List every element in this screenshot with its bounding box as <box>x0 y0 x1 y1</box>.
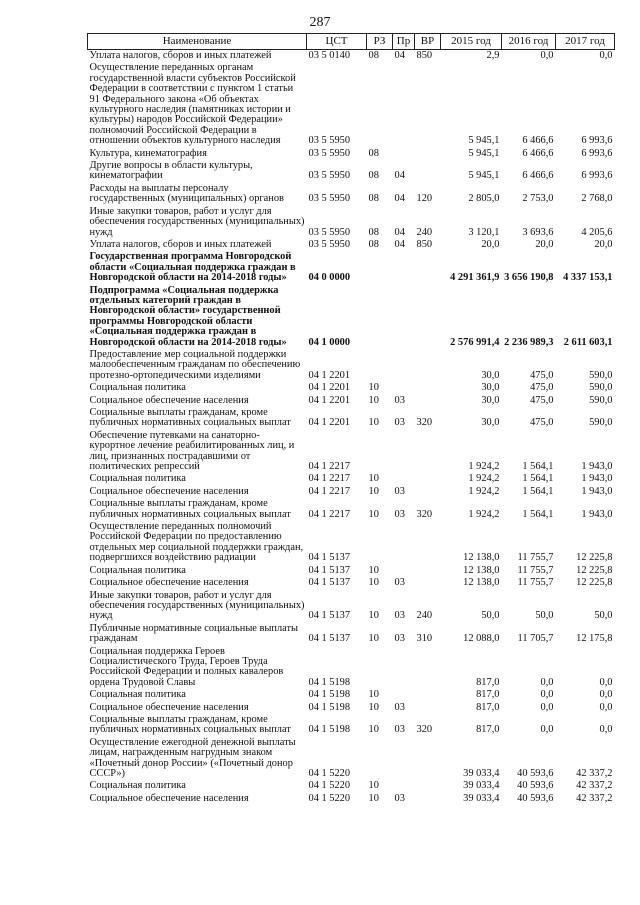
row-pr: 03 <box>394 792 405 804</box>
row-rz: 10 <box>368 564 379 576</box>
table-row <box>88 646 615 690</box>
row-vr <box>415 285 441 349</box>
row-cst: 04 1 5198 <box>308 724 351 736</box>
header-rz: РЗ <box>367 34 393 50</box>
row-vr: 120 <box>416 193 433 205</box>
row-cst: 03 5 5950 <box>308 135 351 147</box>
row-2015: 817,0 <box>476 724 500 736</box>
row-2015: 12 138,0 <box>463 552 500 564</box>
header-2015: 2015 год <box>441 34 502 50</box>
row-vr <box>415 349 441 382</box>
row-cst: 04 1 5220 <box>308 768 351 779</box>
row-2015: 5 945,1 <box>468 135 500 147</box>
row-2017: 42 337,2 <box>576 768 613 779</box>
row-pr <box>393 780 415 792</box>
row-2017: 1 943,0 <box>581 461 613 473</box>
row-pr: 04 <box>394 50 405 61</box>
row-cst: 04 1 0000 <box>308 336 351 348</box>
row-name: Социальная политика <box>89 780 186 792</box>
row-rz: 10 <box>368 417 379 429</box>
row-cst: 03 5 5950 <box>308 147 351 159</box>
row-2017: 1 943,0 <box>581 473 613 485</box>
row-name: Социальное обеспечение населения <box>89 701 249 713</box>
row-vr: 850 <box>416 50 433 61</box>
row-2015: 30,0 <box>481 417 500 429</box>
row-2015: 12 088,0 <box>463 633 500 645</box>
row-2015: 39 033,4 <box>463 768 500 779</box>
row-cst: 04 1 5137 <box>308 552 351 564</box>
row-pr <box>393 430 415 474</box>
row-rz <box>367 646 393 690</box>
row-2017: 2 768,0 <box>581 193 613 205</box>
row-pr <box>393 382 415 394</box>
row-2016: 11 755,7 <box>517 577 554 589</box>
row-name: Публичные нормативные социальные выплаты гражданам <box>89 622 299 645</box>
row-2015: 4 291 361,9 <box>450 272 500 284</box>
row-rz: 10 <box>368 473 379 485</box>
row-pr <box>393 251 415 284</box>
row-pr <box>393 646 415 690</box>
row-name: Социальное обеспечение населения <box>89 577 249 589</box>
row-vr <box>415 251 441 284</box>
row-name: Социальная поддержка Героев Социалистического Труда, Героев Труда Российской Федерации и полных кавалеров ордена Трудовой Славы <box>89 645 284 688</box>
row-2016: 50,0 <box>535 610 554 622</box>
row-cst: 04 1 2201 <box>308 394 351 406</box>
row-cst: 04 1 2217 <box>308 508 351 520</box>
row-cst: 03 5 5950 <box>308 193 351 205</box>
row-rz <box>367 251 393 284</box>
row-vr: 310 <box>416 633 433 645</box>
row-name: Культура, кинематография <box>89 147 207 159</box>
row-rz: 10 <box>368 780 379 792</box>
row-vr <box>415 577 441 589</box>
row-2016: 6 466,6 <box>522 135 554 147</box>
row-name: Социальные выплаты гражданам, кроме публичных нормативных социальных выплат <box>89 713 291 736</box>
row-vr <box>415 473 441 485</box>
row-rz: 08 <box>368 193 379 205</box>
row-pr <box>393 565 415 577</box>
row-2015: 50,0 <box>481 610 500 622</box>
row-2017: 6 993,6 <box>581 147 613 159</box>
budget-table <box>87 33 615 805</box>
row-2015: 20,0 <box>481 238 500 250</box>
table-row <box>88 473 615 485</box>
row-cst: 04 1 5137 <box>308 564 351 576</box>
row-pr <box>393 349 415 382</box>
row-vr <box>415 646 441 690</box>
row-pr: 03 <box>394 633 405 645</box>
row-2017: 20,0 <box>594 238 613 250</box>
row-name: Социальные выплаты гражданам, кроме публичных нормативных социальных выплат <box>89 498 291 520</box>
row-name: Социальные выплаты гражданам, кроме публичных нормативных социальных выплат <box>89 407 291 429</box>
row-name: Социальная политика <box>89 689 186 701</box>
table-row <box>88 623 615 646</box>
table-row <box>88 577 615 589</box>
row-rz: 10 <box>368 394 379 406</box>
row-2015: 1 924,2 <box>468 461 500 473</box>
row-name: Социальная политика <box>89 564 186 576</box>
table-row <box>88 498 615 521</box>
row-rz: 08 <box>368 147 379 159</box>
row-pr: 03 <box>394 417 405 429</box>
row-2015: 30,0 <box>481 394 500 406</box>
table-row <box>88 486 615 498</box>
header-cst: ЦСТ <box>307 34 367 50</box>
table-row <box>88 239 615 251</box>
row-cst: 04 1 5220 <box>308 792 351 804</box>
row-pr: 03 <box>394 394 405 406</box>
row-pr <box>393 62 415 147</box>
row-pr <box>393 148 415 160</box>
row-2015: 817,0 <box>476 689 500 701</box>
row-rz: 08 <box>368 226 379 238</box>
table-row <box>88 565 615 577</box>
row-2016: 1 564,1 <box>522 508 554 520</box>
row-2017: 0,0 <box>599 724 613 736</box>
row-vr: 240 <box>416 226 433 238</box>
row-cst: 03 5 5950 <box>308 170 351 182</box>
row-2016: 0,0 <box>540 676 554 688</box>
table-row <box>88 714 615 737</box>
row-2016: 475,0 <box>530 394 554 406</box>
row-name: Другие вопросы в области культуры, кинематографии <box>89 160 253 182</box>
row-2017: 590,0 <box>589 382 613 394</box>
row-name: Социальная политика <box>89 473 186 485</box>
row-2017: 1 943,0 <box>581 508 613 520</box>
row-rz: 10 <box>368 701 379 713</box>
row-2017: 1 943,0 <box>581 485 613 497</box>
row-2017: 590,0 <box>589 369 613 381</box>
table-row <box>88 407 615 430</box>
row-pr: 03 <box>394 724 405 736</box>
row-cst: 04 1 5137 <box>308 577 351 589</box>
row-pr: 03 <box>394 577 405 589</box>
row-name: Предоставление мер социальной поддержки малообеспеченным гражданам по обеспечению протезно-ортопедическими изделиями <box>89 348 301 381</box>
row-2015: 1 924,2 <box>468 473 500 485</box>
table-row <box>88 148 615 160</box>
header-name: Наименование <box>88 34 307 50</box>
row-2015: 1 924,2 <box>468 508 500 520</box>
row-cst: 04 0 0000 <box>308 272 351 284</box>
row-vr <box>415 430 441 474</box>
row-vr: 850 <box>416 238 433 250</box>
row-rz <box>367 62 393 147</box>
row-2015: 30,0 <box>481 382 500 394</box>
row-name: Расходы на выплаты персоналу государственных (муниципальных) органов <box>89 182 284 205</box>
row-2017: 12 225,8 <box>576 564 613 576</box>
row-2015: 39 033,4 <box>463 780 500 792</box>
row-name: Социальная политика <box>89 382 186 394</box>
row-rz: 10 <box>368 610 379 622</box>
row-2016: 40 593,6 <box>517 768 554 779</box>
row-pr: 04 <box>394 226 405 238</box>
row-rz <box>367 430 393 474</box>
row-2017: 4 205,6 <box>581 226 613 238</box>
row-pr: 03 <box>394 485 405 497</box>
row-vr <box>415 382 441 394</box>
row-vr <box>415 737 441 781</box>
row-2015: 12 138,0 <box>463 564 500 576</box>
row-2017: 42 337,2 <box>576 792 613 804</box>
table-row <box>88 395 615 407</box>
row-cst: 04 1 2201 <box>308 417 351 429</box>
row-2015: 12 138,0 <box>463 577 500 589</box>
table-row <box>88 50 615 63</box>
table-body <box>88 50 615 806</box>
row-name: Социальное обеспечение населения <box>89 394 249 406</box>
row-rz: 08 <box>368 50 379 61</box>
row-name: Уплата налогов, сборов и иных платежей <box>89 238 272 250</box>
row-pr: 04 <box>394 193 405 205</box>
row-2016: 2 236 989,3 <box>504 336 554 348</box>
row-cst: 03 5 5950 <box>308 238 351 250</box>
row-2016: 6 466,6 <box>522 147 554 159</box>
table-row <box>88 206 615 239</box>
row-2015: 2,9 <box>486 50 500 61</box>
row-2015: 817,0 <box>476 676 500 688</box>
table-row <box>88 183 615 206</box>
row-2016: 0,0 <box>540 50 554 61</box>
row-2017: 50,0 <box>594 610 613 622</box>
row-vr: 320 <box>416 417 433 429</box>
table-row <box>88 62 615 147</box>
row-pr: 04 <box>394 238 405 250</box>
row-2016: 0,0 <box>540 701 554 713</box>
row-2016: 475,0 <box>530 417 554 429</box>
header-2016: 2016 год <box>502 34 556 50</box>
row-rz: 10 <box>368 577 379 589</box>
row-cst: 04 1 5198 <box>308 701 351 713</box>
table-row <box>88 702 615 714</box>
row-2017: 12 225,8 <box>576 577 613 589</box>
row-rz: 10 <box>368 792 379 804</box>
row-2016: 40 593,6 <box>517 780 554 792</box>
row-2017: 0,0 <box>599 50 613 61</box>
row-name: Осуществление ежегодной денежной выплаты лицам, награжденным нагрудным знаком «Почетный донор России» («Почетный донор СССР») <box>89 736 296 779</box>
row-2016: 1 564,1 <box>522 473 554 485</box>
row-rz: 08 <box>368 238 379 250</box>
table-row <box>88 382 615 394</box>
row-2017: 0,0 <box>599 676 613 688</box>
table-row <box>88 285 615 349</box>
table-row <box>88 521 615 565</box>
row-2017: 42 337,2 <box>576 780 613 792</box>
table-row <box>88 793 615 805</box>
row-2015: 39 033,4 <box>463 792 500 804</box>
row-pr: 04 <box>394 170 405 182</box>
row-pr <box>393 689 415 701</box>
header-vr: ВР <box>415 34 441 50</box>
row-cst: 04 1 5137 <box>308 610 351 622</box>
row-2016: 20,0 <box>535 238 554 250</box>
row-vr <box>415 62 441 147</box>
row-vr <box>415 395 441 407</box>
row-rz: 10 <box>368 485 379 497</box>
row-name: Государственная программа Новгородской области «Социальная поддержка граждан в Новгородской области на 2014-2018 годы» <box>89 251 296 284</box>
row-2015: 3 120,1 <box>468 226 500 238</box>
table-row <box>88 737 615 781</box>
table-row <box>88 160 615 183</box>
row-2015: 1 924,2 <box>468 485 500 497</box>
table-row <box>88 780 615 792</box>
table-row <box>88 590 615 623</box>
row-vr <box>415 486 441 498</box>
row-2016: 11 755,7 <box>517 564 554 576</box>
table-row <box>88 689 615 701</box>
row-2016: 1 564,1 <box>522 461 554 473</box>
row-2017: 0,0 <box>599 689 613 701</box>
row-rz: 10 <box>368 633 379 645</box>
row-name: Обеспечение путевками на санаторно-курортное лечение реабилитированных лиц, и лиц, признанных пострадавшими от политических репрессий <box>89 429 295 473</box>
row-pr <box>393 521 415 565</box>
row-cst: 04 1 2217 <box>308 485 351 497</box>
row-name: Социальное обеспечение населения <box>89 792 249 804</box>
row-2017: 6 993,6 <box>581 170 613 182</box>
header-row <box>88 34 615 50</box>
table-row <box>88 251 615 284</box>
row-vr <box>415 160 441 183</box>
row-2016: 11 705,7 <box>517 633 554 645</box>
row-pr: 03 <box>394 701 405 713</box>
row-2017: 590,0 <box>589 394 613 406</box>
row-name: Иные закупки товаров, работ и услуг для обеспечения государственных (муниципальных) нужд <box>89 589 305 622</box>
row-rz <box>367 349 393 382</box>
row-2016: 1 564,1 <box>522 485 554 497</box>
row-pr <box>393 473 415 485</box>
page-number: 287 <box>309 15 331 30</box>
row-pr <box>393 737 415 781</box>
row-2016: 2 753,0 <box>522 193 554 205</box>
row-2016: 40 593,6 <box>517 792 554 804</box>
row-2017: 6 993,6 <box>581 135 613 147</box>
row-rz <box>367 737 393 781</box>
row-name: Уплата налогов, сборов и иных платежей <box>89 50 272 61</box>
row-name: Иные закупки товаров, работ и услуг для обеспечения государственных (муниципальных) нужд <box>89 205 305 238</box>
row-vr: 240 <box>416 610 433 622</box>
row-vr <box>415 521 441 565</box>
row-2017: 4 337 153,1 <box>563 272 613 284</box>
row-2015: 2 805,0 <box>468 193 500 205</box>
row-vr <box>415 702 441 714</box>
row-2015: 5 945,1 <box>468 147 500 159</box>
row-2017: 12 175,8 <box>576 633 613 645</box>
row-2017: 0,0 <box>599 701 613 713</box>
header-2017: 2017 год <box>556 34 615 50</box>
table-row <box>88 430 615 474</box>
row-name: Подпрограмма «Социальная поддержка отдельных категорий граждан в Новгородской области» государственной программы Новгородской области «Социальная поддержка граждан в Новгородской области на 2014-2018 годы» <box>89 284 287 348</box>
row-rz: 08 <box>368 170 379 182</box>
row-2017: 12 225,8 <box>576 552 613 564</box>
row-vr <box>415 780 441 792</box>
row-rz: 10 <box>368 382 379 394</box>
row-pr: 03 <box>394 610 405 622</box>
row-cst: 04 1 2201 <box>308 369 351 381</box>
row-2015: 5 945,1 <box>468 170 500 182</box>
row-vr <box>415 689 441 701</box>
row-name: Социальное обеспечение населения <box>89 485 249 497</box>
row-2016: 6 466,6 <box>522 170 554 182</box>
row-cst: 04 1 2217 <box>308 461 351 473</box>
row-name: Осуществление переданных полномочий Российской Федерации по предоставлению отдельных мер социальной поддержки граждан, подвергшихся воздействию радиации <box>89 521 304 564</box>
row-vr: 320 <box>416 508 433 520</box>
row-cst: 03 5 0140 <box>308 50 351 61</box>
row-vr <box>415 793 441 805</box>
row-2015: 817,0 <box>476 701 500 713</box>
row-2016: 3 693,6 <box>522 226 554 238</box>
row-rz: 10 <box>368 508 379 520</box>
row-cst: 04 1 5198 <box>308 689 351 701</box>
row-2017: 590,0 <box>589 417 613 429</box>
row-2015: 2 576 991,4 <box>450 336 500 348</box>
row-cst: 03 5 5950 <box>308 226 351 238</box>
row-cst: 04 1 5198 <box>308 676 351 688</box>
header-pr: Пр <box>393 34 415 50</box>
row-cst: 04 1 2217 <box>308 473 351 485</box>
row-rz: 10 <box>368 689 379 701</box>
row-2016: 0,0 <box>540 689 554 701</box>
row-2015: 30,0 <box>481 369 500 381</box>
row-pr <box>393 285 415 349</box>
row-2016: 475,0 <box>530 382 554 394</box>
row-cst: 04 1 5220 <box>308 780 351 792</box>
table-row <box>88 349 615 382</box>
row-2016: 11 755,7 <box>517 552 554 564</box>
row-2017: 2 611 603,1 <box>563 336 613 348</box>
row-2016: 475,0 <box>530 369 554 381</box>
row-2016: 3 656 190,8 <box>504 272 554 284</box>
row-2016: 0,0 <box>540 724 554 736</box>
row-vr <box>415 148 441 160</box>
row-rz: 10 <box>368 724 379 736</box>
row-cst: 04 1 5137 <box>308 633 351 645</box>
row-vr: 320 <box>416 724 433 736</box>
row-pr: 03 <box>394 508 405 520</box>
row-rz <box>367 285 393 349</box>
row-vr <box>415 565 441 577</box>
row-cst: 04 1 2201 <box>308 382 351 394</box>
row-rz <box>367 521 393 565</box>
row-name: Осуществление переданных органам государственной власти субъектов Российской Федерации в соответствии с пунктом 1 статьи 91 Федерального закона «Об объектах культурного наследия (памятниках истории и культуры) народов Российской Федерации» полномочий Российской Федерации в отношении объектов культурного наследия <box>89 62 296 147</box>
